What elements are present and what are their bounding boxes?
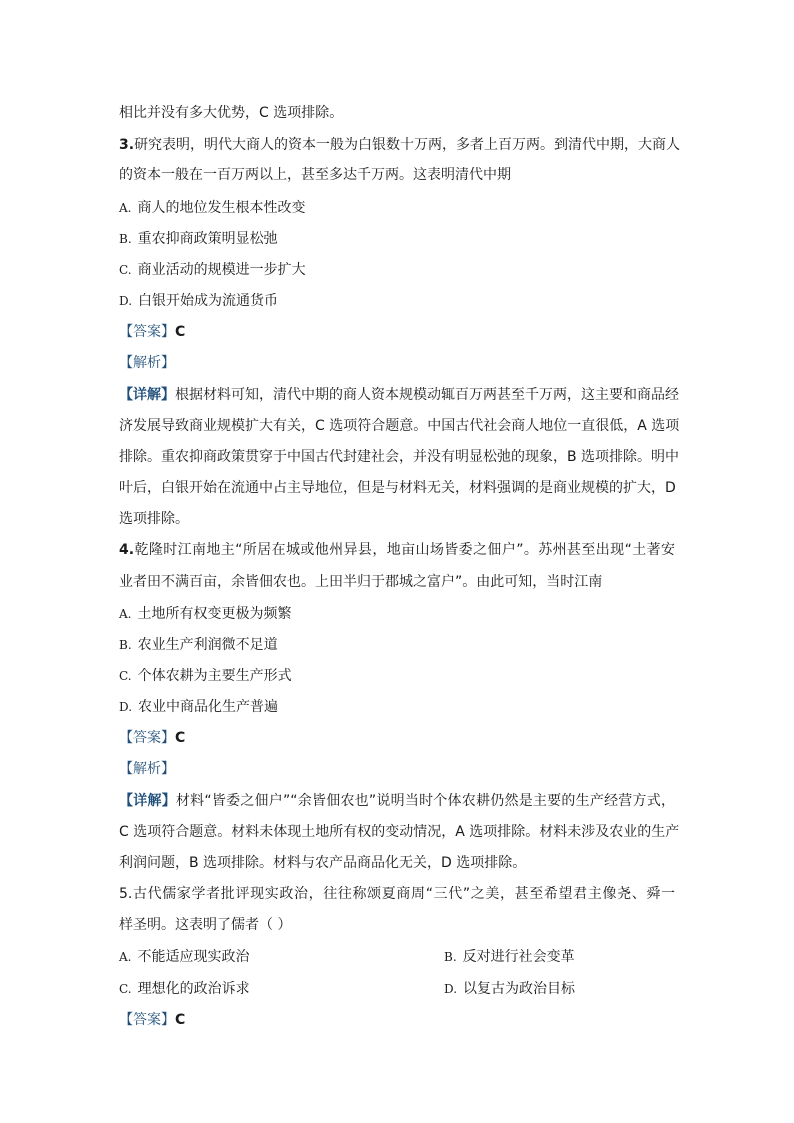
q3-detail-line-4: 叶后，白银开始在流通中占主导地位，但是与材料无关，材料强调的是商业规模的扩大，D	[119, 480, 676, 496]
q3-option-a: A. 商人的地位发生根本性改变	[119, 200, 306, 216]
q5-stem-line-2: 样圣明。这表明了儒者（ ）	[119, 917, 292, 933]
q3-detail-line-3: 排除。重农抑商政策贯穿于中国古代封建社会，并没有明显松弛的现象，B 选项排除。明中	[119, 449, 680, 465]
q3-detail-line-5: 选项排除。	[119, 511, 189, 527]
q3-stem-line-1: 3.研究表明，明代大商人的资本一般为白银数十万两，多者上百万两。到清代中期，大商人	[119, 137, 681, 153]
q3-analysis-heading: 【解析】	[119, 355, 175, 371]
q5-option-b: B. 反对进行社会变革	[444, 949, 575, 965]
q4-option-c: C. 个体农耕为主要生产形式	[119, 668, 292, 684]
q5-option-c: C. 理想化的政治诉求	[119, 981, 250, 997]
q5-option-a: A. 不能适应现实政治	[119, 949, 250, 965]
q3-option-c: C. 商业活动的规模进一步扩大	[119, 262, 306, 278]
q4-detail-line-2: C 选项符合题意。材料未体现土地所有权的变动情况，A 选项排除。材料未涉及农业的生产	[119, 824, 680, 840]
q5-stem-line-1: 5.古代儒家学者批评现实政治，往往称颂夏商周“三代”之美，甚至希望君主像尧、舜一	[119, 886, 675, 902]
q3-answer: 【答案】C	[119, 324, 186, 340]
previous-analysis-tail: 相比并没有多大优势，C 选项排除。	[119, 105, 344, 121]
q4-answer: 【答案】C	[119, 730, 186, 746]
q3-stem-line-2: 的资本一般在一百万两以上，甚至多达千万两。这表明清代中期	[119, 167, 511, 183]
q5-option-d: D. 以复古为政治目标	[444, 981, 576, 997]
q4-stem-line-1: 4.乾隆时江南地主“所居在城或他州异县，地亩山场皆委之佃户”。苏州甚至出现“土著安	[119, 542, 675, 558]
q3-detail-line-1: 【详解】根据材料可知，清代中期的商人资本规模动辄百万两甚至千万两，这主要和商品经	[119, 387, 679, 403]
q4-option-d: D. 农业中商品化生产普遍	[119, 699, 279, 715]
q3-detail-line-2: 济发展导致商业规模扩大有关，C 选项符合题意。中国古代社会商人地位一直很低，A 选项	[119, 418, 680, 434]
q4-detail-line-3: 利润问题，B 选项排除。材料与农产品商品化无关，D 选项排除。	[119, 855, 527, 871]
q3-option-d: D. 白银开始成为流通货币	[119, 293, 279, 309]
q4-analysis-heading: 【解析】	[119, 761, 175, 777]
q4-option-b: B. 农业生产利润微不足道	[119, 637, 278, 653]
q5-number: 5.	[119, 886, 133, 902]
q5-answer: 【答案】C	[119, 1012, 186, 1028]
q4-stem-line-2: 业者田不满百亩，余皆佃农也。上田半归于郡城之富户”。由此可知，当时江南	[119, 574, 603, 590]
q4-option-a: A. 土地所有权变更极为频繁	[119, 606, 292, 622]
q4-number: 4.	[119, 542, 135, 558]
q3-option-b: B. 重农抑商政策明显松弛	[119, 231, 278, 247]
q4-detail-line-1: 【详解】材料“皆委之佃户”“余皆佃农也”说明当时个体农耕仍然是主要的生产经营方式，	[119, 793, 675, 809]
q3-number: 3.	[119, 137, 135, 153]
